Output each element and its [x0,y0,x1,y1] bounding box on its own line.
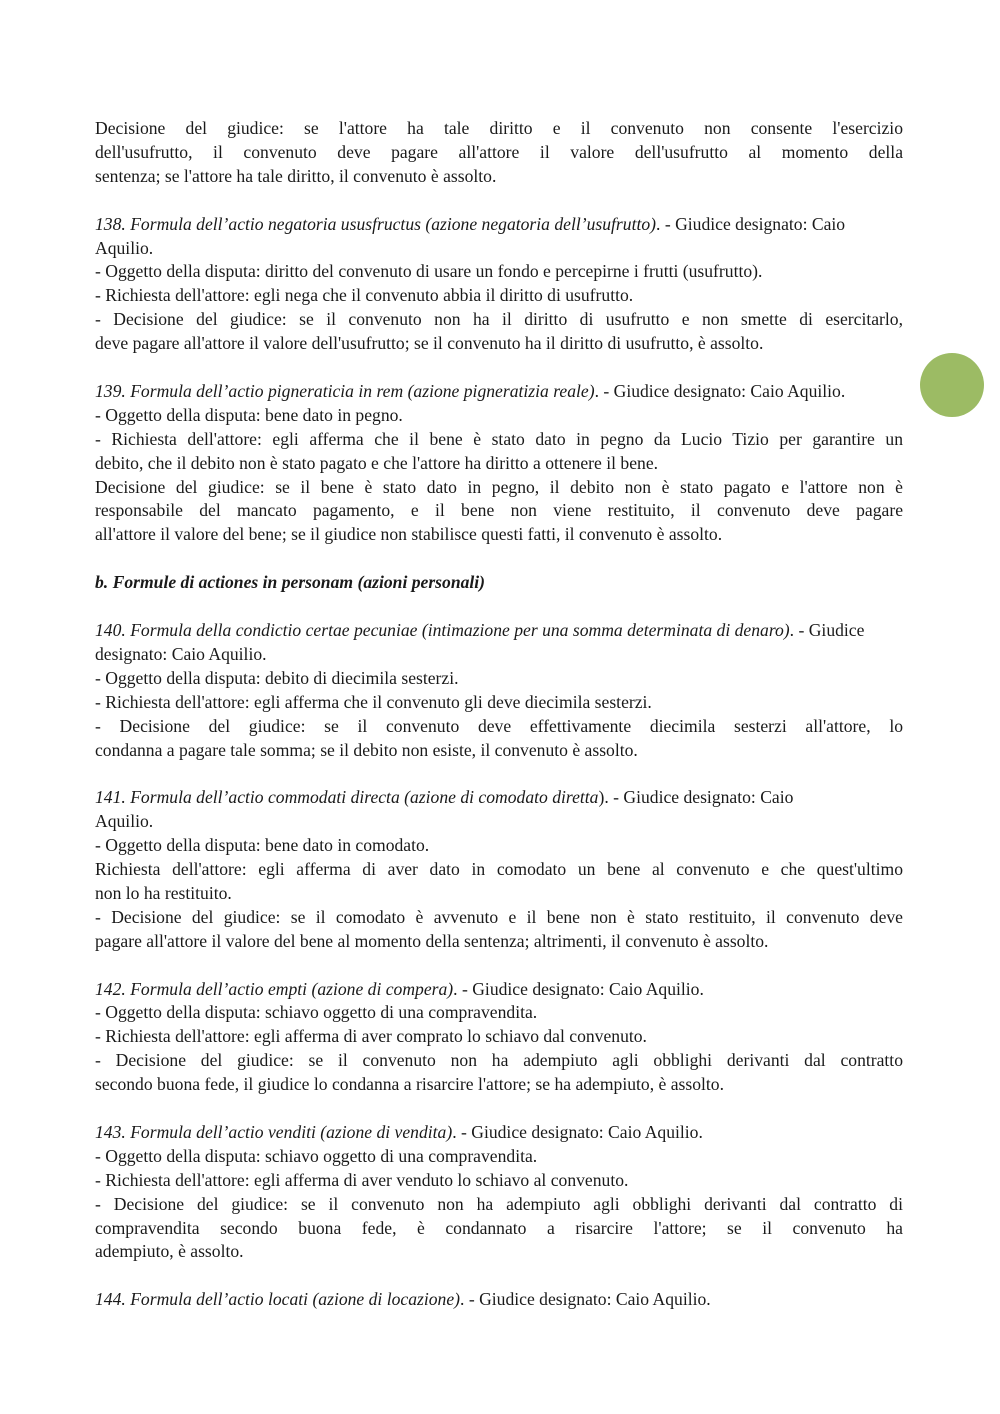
text-line: sentenza; se l'attore ha tale diritto, il convenuto è assolto. [95,165,497,186]
formula-heading-line [95,1121,903,1145]
formula-judge: . - Giudice [789,619,865,640]
text-line: - Decisione del giudice: se il convenuto non ha adempiuto agli obblighi derivanti dal contratto di [95,1193,903,1214]
text-line: - Decisione del giudice: se il comodato è avvenuto e il bene non è stato restituito, il convenuto deve [95,906,903,927]
text-line: designato: Caio Aquilio. [95,643,267,664]
text-line: non lo ha restituito. [95,882,232,903]
formula-title: 140. Formula della condictio certae pecuniae (intimazione per una somma determinata di denaro) [95,619,790,640]
text-line: dell'usufrutto, il convenuto deve pagare all'attore il valore dell'usufrutto al momento della [95,141,903,162]
formula-heading-line [95,213,903,237]
text-line: Aquilio. [95,811,154,832]
text-line: - Richiesta dell'attore: egli afferma di aver comprato lo schiavo dal convenuto. [95,1026,647,1047]
formula-title: 141. Formula dell’actio commodati directa (azione di comodato diretta [95,787,599,808]
formula-entry [95,213,903,356]
text-line: - Richiesta dell'attore: egli nega che il convenuto abbia il diritto di usufrutto. [95,285,634,306]
formula-entry [95,1121,903,1264]
text-line: - Oggetto della disputa: schiavo oggetto di una compravendita. [95,1002,538,1023]
paragraph [95,117,903,189]
formula-title: 138. Formula dell’actio negatoria ususfructus (azione negatoria dell’usufrutto) [95,213,657,234]
text-line: debito, che il debito non è stato pagato e che l'attore ha diritto a ottenere il bene. [95,452,659,473]
formula-entry [95,619,903,762]
formula-judge: . - Giudice designato: Caio Aquilio. [453,978,704,999]
formula-judge: ). - Giudice designato: Caio [598,787,794,808]
formula-judge: . - Giudice designato: Caio Aquilio. [452,1121,703,1142]
text-line: - Richiesta dell'attore: egli afferma che il bene è stato dato in pegno da Lucio Tizio per garantire un [95,428,903,449]
text-line: compravendita secondo buona fede, è condannato a risarcire l'attore; se il convenuto ha [95,1217,903,1238]
text-line: - Oggetto della disputa: diritto del convenuto di usare un fondo e percepirne i frutti (usufrutto). [95,261,763,282]
formula-title: 142. Formula dell’actio empti (azione di compera) [95,978,454,999]
formula-title: 144. Formula dell’actio locati (azione di locazione) [95,1289,461,1310]
formula-entry [95,978,903,1098]
text-line: - Decisione del giudice: se il convenuto deve effettivamente diecimila sesterzi all'attore, lo [95,715,903,736]
text-line: - Decisione del giudice: se il convenuto non ha il diritto di usufrutto e non smette di esercitarlo, [95,309,903,330]
formula-judge: . - Giudice designato: Caio Aquilio. [594,380,846,401]
text-line: Aquilio. [95,237,154,258]
section-heading: b. Formule di actiones in personam (azioni personali) [95,572,486,593]
formula-entry [95,786,903,953]
formula-title: 143. Formula dell’actio venditi (azione di vendita) [95,1121,453,1142]
text-line: deve pagare all'attore il valore dell'usufrutto; se il convenuto ha il diritto di usufrutto, è assolto. [95,333,764,354]
formula-heading-line [95,978,903,1002]
formula-heading-line [95,619,903,643]
text-line: condanna a pagare tale somma; se il debito non esiste, il convenuto è assolto. [95,739,638,760]
text-line: Richiesta dell'attore: egli afferma di aver dato in comodato un bene al convenuto e che quest'ultimo [95,859,903,880]
formula-entry [95,1288,903,1312]
formula-entry [95,380,903,547]
text-line: - Oggetto della disputa: schiavo oggetto di una compravendita. [95,1145,538,1166]
document-body [95,117,903,1336]
section-heading-block [95,571,903,595]
text-line: Decisione del giudice: se il bene è stato dato in pegno, il debito non è stato pagato e l'attore non è [95,476,903,497]
formula-heading-line [95,1288,903,1312]
text-line: - Richiesta dell'attore: egli afferma che il convenuto gli deve diecimila sesterzi. [95,691,652,712]
text-line: - Decisione del giudice: se il convenuto non ha adempiuto agli obblighi derivanti dal contratto [95,1050,903,1071]
text-line: - Richiesta dell'attore: egli afferma di aver venduto lo schiavo al convenuto. [95,1169,629,1190]
text-line: - Oggetto della disputa: bene dato in comodato. [95,835,430,856]
text-line: adempiuto, è assolto. [95,1241,244,1262]
page-side-marker [920,353,984,417]
formula-title: 139. Formula dell’actio pigneraticia in rem (azione pigneratizia reale) [95,380,595,401]
text-line: responsabile del mancato pagamento, e il bene non viene restituito, il convenuto deve pagare [95,500,903,521]
text-line: pagare all'attore il valore del bene al momento della sentenza; altrimenti, il convenuto è assolto. [95,930,769,951]
text-line: Decisione del giudice: se l'attore ha tale diritto e il convenuto non consente l'esercizio [95,118,903,138]
formula-heading-line [95,786,903,810]
text-line: all'attore il valore del bene; se il giudice non stabilisce questi fatti, il convenuto è assolto. [95,524,723,545]
text-line: secondo buona fede, il giudice lo condanna a risarcire l'attore; se ha adempiuto, è assolto. [95,1074,724,1095]
text-line: - Oggetto della disputa: bene dato in pegno. [95,404,403,425]
formula-judge: . - Giudice designato: Caio Aquilio. [460,1289,711,1310]
formula-judge: . - Giudice designato: Caio [656,213,846,234]
formula-heading-line [95,380,903,404]
text-line: - Oggetto della disputa: debito di diecimila sesterzi. [95,667,459,688]
